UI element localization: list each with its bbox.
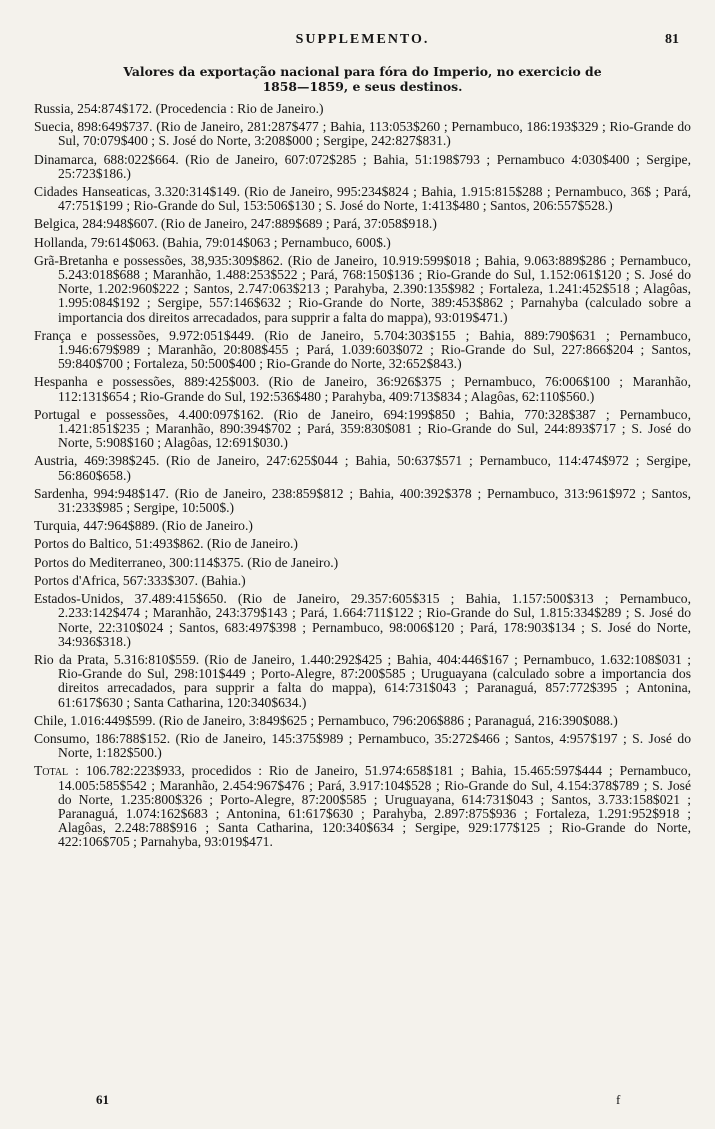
export-entry xyxy=(34,653,691,710)
entry-values: 38,935:309$862. (Rio de Janeiro, 10.919:599$018 ; Bahia, 9.063:889$286 ; Pernambuco, 5.243:018$688 ; Maranhão, 1.488:253$522 ; Pará, 768:150$136 ; Rio-Grande do Sul, 1.152:061$120 ; S. José do Norte, 1.202:960$222 ; Santos, 2.747:063$213 ; Parahyba, 2.390:135$982 ; Fortaleza, 1.241:452$518 ; Alagôas, 1.995:084$192 ; Sergipe, 557:146$632 ; Rio-Grande do Norte, 389:453$862 ; Parnahyba (calculado sobre a importancia dos direitos arrecadados, para supprir a falta do mappa), 93:019$471.) xyxy=(58,252,691,325)
entry-destination: Hollanda, xyxy=(34,234,88,250)
entry-destination: Estados-Unidos, xyxy=(34,591,124,607)
entry-values: 469:398$245. (Rio de Janeiro, 247:625$044 ; Bahia, 50:637$571 ; Pernambuco, 114:474$972 ; Sergipe, 56:860$658.) xyxy=(58,453,691,483)
page-title: SUPPLEMENTO. xyxy=(295,32,430,47)
entry-destination: Total : xyxy=(34,763,79,779)
entry-destination: Hespanha e possessões, xyxy=(34,374,175,390)
entry-destination: Chile, xyxy=(34,712,67,728)
export-entries-list xyxy=(34,102,691,850)
page-header xyxy=(34,20,691,47)
section-heading-line-1: Valores da exportação nacional para fóra do Imperio, no exercicio de xyxy=(123,64,602,79)
export-entry xyxy=(34,375,691,403)
printer-signature: 61 xyxy=(96,1092,109,1107)
export-entry xyxy=(34,764,691,849)
entry-values: 4.400:097$162. (Rio de Janeiro, 694:199$850 ; Bahia, 770:328$387 ; Pernambuco, 1.421:851$235 ; Maranhão, 890:394$702 ; Pará, 359:830$081 ; Rio-Grande do Sul, 244:893$717 ; S. José do Norte, 5:908$160 ; Alagôas, 12:691$030.) xyxy=(58,406,691,451)
export-entry xyxy=(34,574,691,588)
entry-destination: Consumo, xyxy=(34,730,90,746)
export-entry xyxy=(34,120,691,148)
entry-values: 688:022$664. (Rio de Janeiro, 607:072$285 ; Bahia, 51:198$793 ; Pernambuco 4:030$400 ; Sergipe, 25:723$186.) xyxy=(58,151,691,181)
entry-destination: Portos do Baltico, xyxy=(34,536,132,552)
entry-destination: Grã-Bretanha e possessões, xyxy=(34,252,187,268)
entry-destination: Belgica, xyxy=(34,216,79,232)
entry-values: 889:425$003. (Rio de Janeiro, 36:926$375 ; Pernambuco, 76:006$100 ; Maranhão, 112:131$654 ; Rio-Grande do Sul, 192:536$480 ; Parahyba, 409:713$834 ; Alagôas, 62:110$560.) xyxy=(58,374,691,404)
entry-values: 186:788$152. (Rio de Janeiro, 145:375$989 ; Pernambuco, 35:272$466 ; Santos, 4:957$197 ; S. José do Norte, 1:182$500.) xyxy=(58,730,691,761)
entry-values: 79:614$063. (Bahia, 79:014$063 ; Pernambuco, 600$.) xyxy=(90,234,391,250)
export-entry xyxy=(34,519,691,533)
entry-destination: Suecia, xyxy=(34,119,74,135)
export-entry xyxy=(34,217,691,231)
export-entry xyxy=(34,185,691,213)
entry-values: 994:948$147. (Rio de Janeiro, 238:859$812 ; Bahia, 400:392$378 ; Pernambuco, 313:961$972 ; Santos, 31:233$985 ; Sergipe, 10:500$.) xyxy=(58,485,691,516)
entry-values: 567:333$307. (Bahia.) xyxy=(122,572,246,588)
export-entry xyxy=(34,254,691,325)
export-entry xyxy=(34,592,691,649)
entry-values: 37.489:415$650. (Rio de Janeiro, 29.357:605$315 ; Bahia, 1.157:500$313 ; Pernambuco, 2.233:142$474 ; Maranhão, 243:379$143 ; Pará, 1.664:711$122 ; Rio-Grande do Sul, 1.815:334$289 ; S. José do Norte, 22:310$024 ; Santos, 683:497$398 ; Pernambuco, 98:006$120 ; Pará, 178:903$134 ; S. José do Norte, 34:936$318.) xyxy=(58,591,691,649)
section-heading-line-2: 1858—1859, e seus destinos. xyxy=(262,79,463,94)
page-mark: f xyxy=(616,1092,621,1107)
export-entry xyxy=(34,714,691,728)
section-heading xyxy=(34,64,691,94)
export-entry xyxy=(34,487,691,515)
entry-values: 5.316:810$559. (Rio de Janeiro, 1.440:292$425 ; Bahia, 404:446$167 ; Pernambuco, 1.632:108$031 ; Rio-Grande do Sul, 298:101$449 ; Porto-Alegre, 87:200$585 ; Uruguayana (calculado sobre a importancia dos direitos arrecadados, para supprir a falta do mappa), 614:731$043 ; Paranaguá, 857:772$395 ; Antonina, 61:617$630 ; Santa Catharina, 120:340$634.) xyxy=(58,651,691,710)
entry-destination: Portos d'Africa, xyxy=(34,572,120,588)
export-entry xyxy=(34,454,691,482)
entry-destination: Portugal e possessões, xyxy=(34,406,169,422)
export-entry xyxy=(34,102,691,116)
entry-destination: França e possessões, xyxy=(34,327,160,343)
export-entry xyxy=(34,408,691,451)
entry-destination: Sardenha, xyxy=(34,485,88,501)
export-entry xyxy=(34,556,691,570)
entry-values: 3.320:314$149. (Rio de Janeiro, 995:234$824 ; Bahia, 1.915:815$288 ; Pernambuco, 36$ ; Pará, 47:751$199 ; Rio-Grande do Sul, 153:506$130 ; S. José do Norte, 1:413$480 ; Santos, 206:557$528.) xyxy=(58,184,691,214)
export-entry xyxy=(34,537,691,551)
entry-destination: Austria, xyxy=(34,453,78,469)
export-entry xyxy=(34,236,691,250)
entry-values: 106.782:223$933, procedidos : Rio de Janeiro, 51.974:658$181 ; Bahia, 15.465:597$444 ; Pernambuco, 14.005:585$542 ; Maranhão, 2.454:967$476 ; Pará, 3.917:104$528 ; Rio-Grande do Sul, 4.154:378$789 ; S. José do Norte, 1.235:800$326 ; Porto-Alegre, 87:200$585 ; Uruguayana, 614:731$043 ; Santos, 3.733:158$021 ; Paranaguá, 1.074:162$683 ; Antonina, 61:617$630 ; Parahyba, 2.897:875$936 ; Fortaleza, 1.291:952$918 ; Alagôas, 2.248:788$916 ; Santa Catharina, 120:340$634 ; Sergipe, 929:177$125 ; Rio-Grande do Norte, 422:106$705 ; Parnahyba, 93:019$471. xyxy=(58,763,691,850)
entry-destination: Russia, xyxy=(34,101,74,116)
export-entry xyxy=(34,329,691,372)
entry-values: 51:493$862. (Rio de Janeiro.) xyxy=(135,536,298,552)
entry-destination: Turquia, xyxy=(34,518,80,534)
entry-values: 9.972:051$449. (Rio de Janeiro, 5.704:303$155 ; Bahia, 889:790$631 ; Pernambuco, 1.946:679$989 ; Maranhão, 20:808$455 ; Pará, 1.039:603$072 ; Rio-Grande do Sul, 227:866$204 ; Santos, 59:840$700 ; Fortaleza, 50:500$400 ; Rio-Grande do Norte, 32:652$843.) xyxy=(58,327,691,372)
entry-destination: Dinamarca, xyxy=(34,151,98,167)
entry-values: 1.016:449$599. (Rio de Janeiro, 3:849$625 ; Pernambuco, 796:206$886 ; Paranaguá, 216:390$088.) xyxy=(70,712,618,728)
entry-values: 254:874$172. (Procedencia : Rio de Janeiro.) xyxy=(77,101,324,116)
entry-values: 447:964$889. (Rio de Janeiro.) xyxy=(83,518,253,534)
entry-destination: Rio da Prata, xyxy=(34,651,109,667)
entry-destination: Portos do Mediterraneo, xyxy=(34,554,166,570)
export-entry xyxy=(34,153,691,181)
entry-values: 300:114$375. (Rio de Janeiro.) xyxy=(169,554,339,570)
page-number: 81 xyxy=(665,32,679,47)
entry-values: 898:649$737. (Rio de Janeiro, 281:287$477 ; Bahia, 113:053$260 ; Pernambuco, 186:193$329 ; Rio-Grande do Sul, 70:079$400 ; S. José do Norte, 3:208$000 ; Sergipe, 242:827$831.) xyxy=(58,119,691,149)
export-entry xyxy=(34,732,691,760)
entry-values: 284:948$607. (Rio de Janeiro, 247:889$689 ; Pará, 37:058$918.) xyxy=(82,216,437,232)
entry-destination: Cidades Hanseaticas, xyxy=(34,184,151,200)
